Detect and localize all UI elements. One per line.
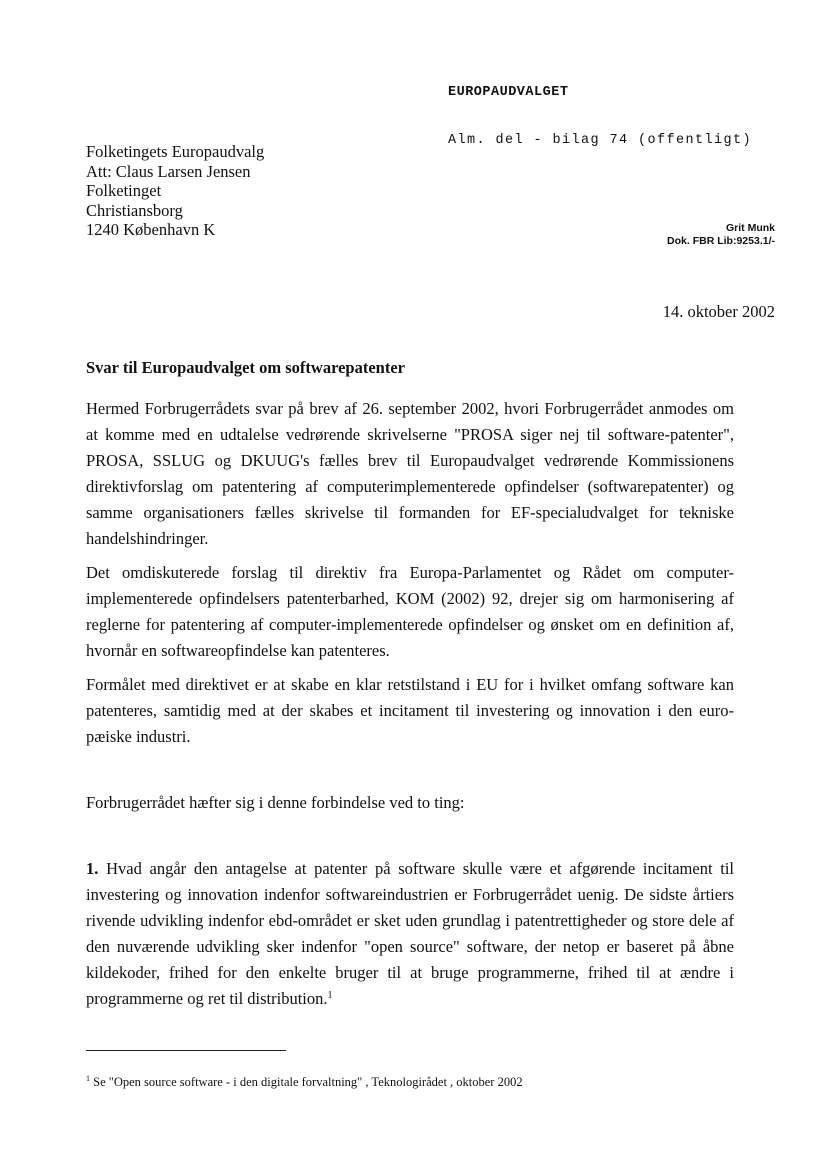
address-line: Att: Claus Larsen Jensen [86, 161, 251, 181]
address-line: 1240 København K [86, 220, 216, 239]
footnote-text: Se "Open source software - i den digitale forvaltning" , Teknologirådet , oktober 2002 [93, 1075, 523, 1089]
address-line: Folketingets Europaudvalg [86, 142, 265, 161]
paragraph: Formålet med direktivet er at skabe en klar retstilstand i EU for i hvilket omfang software kan patenteres, samtidig med at der skabes et incitament til investering og innovation i den euro-pæiske industri. [86, 675, 734, 746]
footnote-mark: 1 [86, 1074, 90, 1083]
paragraph: Forbrugerrådet hæfter sig i denne forbindelse ved to ting: [86, 793, 465, 812]
paragraph-number: 1. [86, 859, 99, 878]
letter-body [86, 396, 734, 1012]
annex-reference: Alm. del - bilag 74 (offentligt) [448, 133, 753, 148]
author-name: Grit Munk [726, 222, 775, 234]
letter-subject: Svar til Europaudvalget om softwarepatenter [86, 358, 405, 377]
recipient-address [86, 142, 264, 240]
letter-date: 14. oktober 2002 [662, 302, 775, 321]
address-line: Folketinget [86, 181, 162, 200]
document-reference [667, 222, 775, 248]
footnote [86, 1074, 523, 1090]
footnote-reference: 1 [327, 990, 333, 1001]
numbered-paragraph [86, 856, 734, 1012]
paragraph: Det omdiskuterede forslag til direktiv fra Europa-Parlamentet og Rådet om computer-implementerede opfindelsers patenterbarhed, KOM (2002) 92, drejer sig om harmonisering af reglerne for patentering af computer-implementerede opfindelser og ønsket om en definition af, hvornår en softwareopfindelse kan patenteres. [86, 563, 734, 660]
committee-name: EUROPAUDVALGET [448, 85, 569, 100]
registration-stamp [448, 53, 752, 165]
paragraph-text: Hvad angår den antagelse at patenter på software skulle være et afgørende incitament til investering og innovation indenfor softwareindustrien er Forbrugerrådet uenig. De sidste årtiers rivende udvikling indenfor ebd-området er sket uden grundlag i patentrettigheder og store dele af den nuværende udvikling sker indenfor "open source" software, der netop er baseret på åbne kildekoder, frihed for den enkelte bruger til at bruge programmerne, frihed til at ændre i programmerne og ret til distribution. [86, 859, 735, 1008]
document-number: Dok. FBR Lib:9253.1/- [667, 235, 775, 247]
paragraph: Hermed Forbrugerrådets svar på brev af 26. september 2002, hvori Forbrugerrådet anmodes om at komme med en udtalelse vedrørende skrivelserne "PROSA siger nej til software-patenter", PROSA, SSLUG og DKUUG's fælles brev til Europaudvalget vedrørende Kommissionens direktivforslag om patentering af computerimplementerede opfindelser (softwarepatenter) og samme organisationers fælles skrivelse til formanden for EF-specialudvalget for tekniske handelshindringer. [86, 399, 734, 548]
footnote-divider [86, 1050, 286, 1051]
address-line: Christiansborg [86, 200, 183, 220]
